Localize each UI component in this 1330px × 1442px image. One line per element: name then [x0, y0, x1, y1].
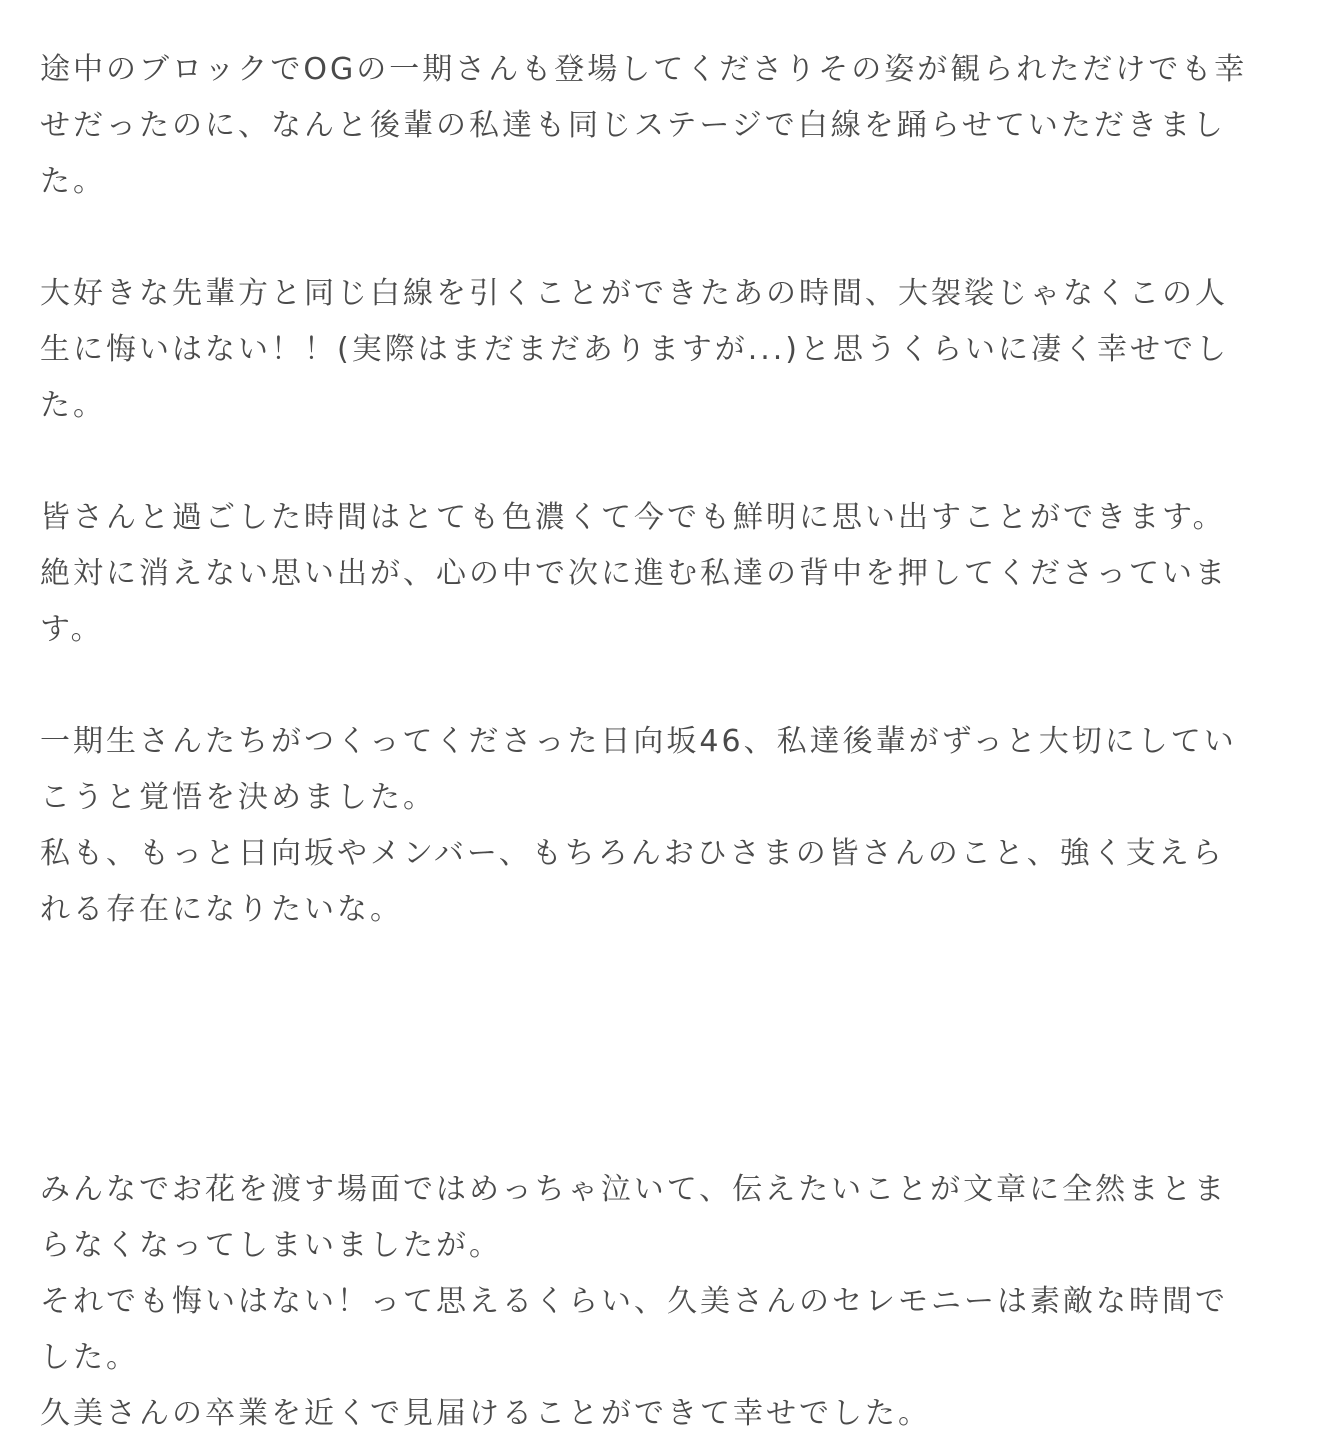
text-line: 一期生さんたちがつくってくださった日向坂46、私達後輩がずっと大切にしてい: [40, 724, 1237, 759]
paragraph-memories: [40, 490, 1280, 658]
paragraph-white-line: [40, 266, 1280, 434]
text-line: 絶対に消えない思い出が、心の中で次に進む私達の背中を押してくださっていま: [40, 556, 1228, 591]
text-line: た。: [40, 164, 106, 199]
text-line: それでも悔いはない！って思えるくらい、久美さんのセレモニーは素敵な時間で: [40, 1284, 1228, 1319]
text-line: らなくなってしまいましたが。: [40, 1228, 502, 1263]
text-line: みんなでお花を渡す場面ではめっちゃ泣いて、伝えたいことが文章に全然まとま: [40, 1172, 1228, 1207]
paragraph-resolution: [40, 714, 1280, 938]
text-line: 途中のブロックでOGの一期さんも登場してくださりその姿が観られただけでも幸: [40, 52, 1248, 87]
paragraph-spacer: [40, 434, 1280, 490]
text-line: 久美さんの卒業を近くで見届けることができて幸せでした。: [40, 1396, 931, 1431]
paragraph-og-stage: [40, 42, 1280, 210]
text-line: れる存在になりたいな。: [40, 892, 403, 927]
text-line: 大好きな先輩方と同じ白線を引くことができたあの時間、大袈裟じゃなくこの人: [40, 276, 1228, 311]
text-line: 生に悔いはない！！(実際はまだまだありますが...)と思うくらいに凄く幸せでし: [40, 332, 1230, 367]
paragraph-ceremony: [40, 1162, 1280, 1442]
text-line: した。: [40, 1340, 139, 1375]
text-line: こうと覚悟を決めました。: [40, 780, 436, 815]
text-line: せだったのに、なんと後輩の私達も同じステージで白線を踊らせていただきまし: [40, 108, 1226, 143]
section-spacer: [40, 938, 1280, 1162]
text-line: 私も、もっと日向坂やメンバー、もちろんおひさまの皆さんのこと、強く支えら: [40, 836, 1225, 871]
text-line: 皆さんと過ごした時間はとても色濃くて今でも鮮明に思い出すことができます。: [40, 500, 1226, 535]
blog-post-body: [40, 42, 1280, 1442]
text-line: た。: [40, 388, 106, 423]
paragraph-spacer: [40, 210, 1280, 266]
text-line: す。: [40, 612, 104, 647]
paragraph-spacer: [40, 658, 1280, 714]
